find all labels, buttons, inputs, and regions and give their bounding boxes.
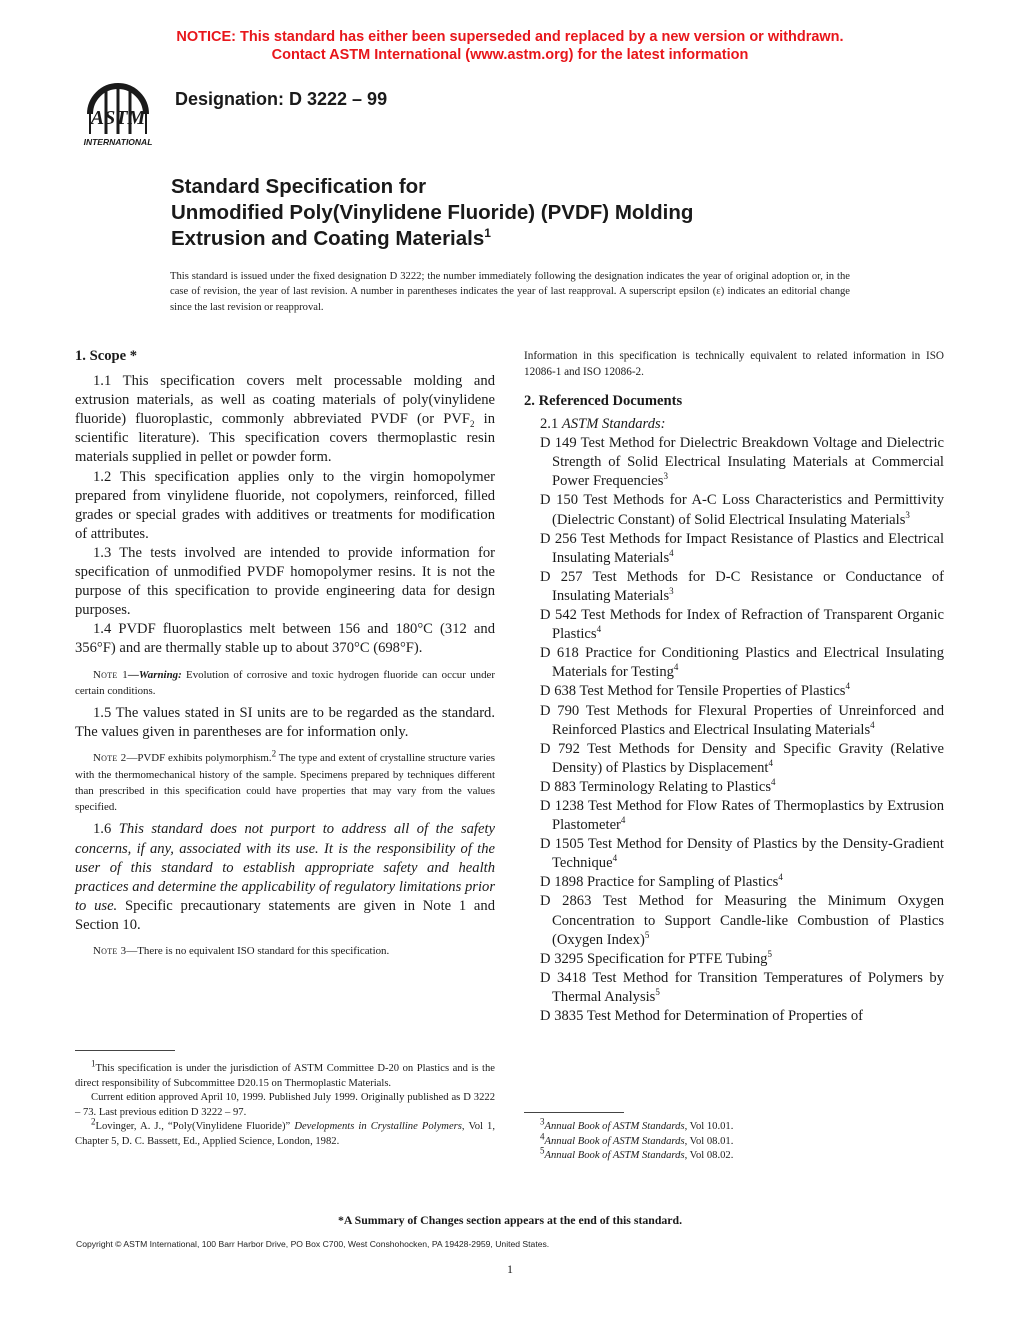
reference-item xyxy=(540,797,944,835)
reference-footnote-mark: 4 xyxy=(596,624,602,635)
reference-item xyxy=(540,892,944,949)
reference-footnote-mark: 3 xyxy=(669,586,674,597)
reference-footnote-mark: 4 xyxy=(612,853,618,864)
note-2-text-end: The type and extent of crystalline structure varies with the thermomechanical history of the sample. Specimens prepared by techniques different than prescribed in this specification could have properties that may vary from the values specified. xyxy=(75,752,495,814)
right-column xyxy=(524,348,944,1026)
footnote-text: , Vol 08.02. xyxy=(684,1150,734,1162)
footnote-italic: Annual Book of ASTM Standards xyxy=(544,1135,685,1147)
reference-item xyxy=(540,606,944,644)
scope-continuation: Information in this specification is technically equivalent to related information in ISO 12086-1 and ISO 12086-2. xyxy=(524,350,944,378)
reference-item xyxy=(540,644,944,682)
reference-title: Test Method for Flow Rates of Thermoplastics by Extrusion Plastometer xyxy=(552,797,944,834)
reference-code: D 150 xyxy=(540,492,579,509)
reference-item xyxy=(540,434,944,491)
footnote-rule-left xyxy=(75,1050,175,1051)
note-3-text: —There is no equivalent ISO standard for this specification. xyxy=(126,945,390,958)
reference-footnote-mark: 4 xyxy=(669,547,674,558)
reference-title: Test Method for Dielectric Breakdown Voltage and Dielectric Strength of Solid Electrical Insulating Materials at Commercial Power Frequencies xyxy=(552,435,944,490)
reference-title: Test Methods for Index of Refraction of Transparent Organic Plastics xyxy=(552,607,945,643)
astm-standards-subheading xyxy=(524,415,944,434)
para-1-4: 1.4 PVDF fluoroplastics melt between 156 and 180°C (312 and 356°F) and are thermally stable up to about 370°C (698°F). xyxy=(75,621,495,657)
para-1-6-number: 1.6 xyxy=(93,821,119,838)
note-3 xyxy=(75,943,495,959)
reference-item xyxy=(540,568,944,606)
footnote-2-text-end: , Vol 1, Chapter 5, D. C. Bassett, Ed., Applied Science, London, 1982. xyxy=(75,1121,495,1147)
reference-footnote-mark: 5 xyxy=(644,929,650,940)
reference-title: Practice for Conditioning Plastics and Electrical Insulating Materials for Testing xyxy=(552,645,944,681)
para-1-2: 1.2 This specification applies only to the virgin homopolymer prepared from vinylidene fluoride, not copolymers, reinforced, filled grades or special grades with additives or treatments for modification of attributes. xyxy=(75,468,495,542)
reference-code: D 883 xyxy=(540,778,577,795)
footnote-2-mark: 2 xyxy=(91,1116,96,1127)
withdrawal-notice xyxy=(0,28,1020,64)
note-2-label: Note 2 xyxy=(93,752,127,765)
title-footnote-mark: 1 xyxy=(484,226,491,241)
reference-footnote-mark: 4 xyxy=(673,662,679,673)
reference-footnote-mark: 3 xyxy=(663,471,668,482)
footnote-1-text: This specification is under the jurisdiction of ASTM Committee D-20 on Plastics and is the direct responsibility of Subcommittee D20.15 on Thermoplastic Materials. xyxy=(75,1063,495,1089)
note-1-warning: —Warning: xyxy=(128,668,182,681)
reference-footnote-mark: 4 xyxy=(870,719,875,730)
copyright: Copyright © ASTM International, 100 Barr Harbor Drive, PO Box C700, West Conshohocken, PA 19428-2959, United States. xyxy=(76,1239,550,1249)
footnote-2-text: Lovinger, A. J., “Poly(Vinylidene Fluoride)” xyxy=(95,1121,295,1133)
reference-item xyxy=(540,1007,944,1026)
reference-item xyxy=(540,950,944,969)
astm-standards-number: 2.1 xyxy=(540,416,562,433)
reference-code: D 3835 xyxy=(540,1008,584,1024)
footnote-text: , Vol 08.01. xyxy=(684,1135,734,1147)
footnote-mark: 5 xyxy=(540,1145,545,1156)
footnote-2 xyxy=(75,1116,495,1149)
reference-code: D 1505 xyxy=(540,836,584,853)
reference-footnote-mark: 5 xyxy=(655,987,660,998)
title-line-3 xyxy=(171,226,951,252)
reference-title: Test Method for Density of Plastics by the Density-Gradient Technique xyxy=(552,836,944,872)
para-1-6-italic: This standard does not purport to address all of the safety concerns, if any, associated with its use. It is the responsibility of the user of this standard to establish appropriate safety and health practices and determine the applicability of regulatory limitations prior to use. xyxy=(75,821,495,914)
para-1-6-rest: Specific precautionary statements are given in Note 1 and Section 10. xyxy=(75,897,495,933)
logo-label: INTERNATIONAL xyxy=(83,137,153,147)
para-1-1 xyxy=(75,372,495,467)
reference-footnote-mark: 4 xyxy=(771,777,776,788)
footnote-italic: Annual Book of ASTM Standards xyxy=(544,1121,685,1132)
reference-title: Test Method for Transition Temperatures of Polymers by Thermal Analysis xyxy=(552,969,944,1005)
reference-footnote-mark: 4 xyxy=(768,757,773,768)
reference-code: D 2863 xyxy=(540,893,592,910)
para-1-6 xyxy=(75,820,495,935)
reference-footnote-mark: 5 xyxy=(767,948,772,959)
reference-code: D 638 xyxy=(540,683,577,700)
astm-standards-title: ASTM Standards: xyxy=(561,416,666,433)
reference-item xyxy=(540,740,944,778)
para-1-1-text-end: in scientific literature). This specification covers thermoplastic resin materials supplied in pellet or powder form. xyxy=(75,411,495,466)
note-3-label: Note 3 xyxy=(93,945,127,958)
reference-code: D 3418 xyxy=(540,969,587,986)
notice-line-1: NOTICE: This standard has either been superseded and replaced by a new version or withdrawn. xyxy=(176,29,844,45)
reference-item xyxy=(540,530,944,568)
title-line-3-text: Extrusion and Coating Materials xyxy=(171,227,485,250)
reference-list xyxy=(524,434,944,1026)
referenced-documents-heading: 2. Referenced Documents xyxy=(524,393,683,409)
right-footnotes xyxy=(540,1116,940,1164)
astm-logo xyxy=(76,76,160,148)
logo-letters: ASTM xyxy=(90,107,146,129)
reference-code: D 790 xyxy=(540,702,580,719)
page-number: 1 xyxy=(507,1262,513,1276)
reference-item xyxy=(540,969,944,1007)
note-1-label: Note 1 xyxy=(93,668,129,681)
reference-item xyxy=(540,835,944,873)
reference-item xyxy=(540,682,944,701)
reference-code: D 149 xyxy=(540,435,577,452)
footnote-2-italic: Developments in Crystalline Polymers xyxy=(294,1121,462,1133)
para-1-1-text: 1.1 This specification covers melt processable molding and extrusion materials, as well as coating materials of poly(vinylidene fluoride) fluoroplastic, commonly abbreviated PVDF (or PVF xyxy=(75,373,495,428)
preamble: This standard is issued under the fixed designation D 3222; the number immediately following the designation indicates the year of original adoption or, in the case of revision, the year of last revision. A number in parentheses indicates the year of last reapproval. A superscript epsilon (ε) indicates an editorial change since the last revision or reapproval. xyxy=(170,271,850,313)
footnote-rule-right xyxy=(524,1112,624,1113)
reference-footnote-mark: 4 xyxy=(845,681,850,692)
reference-footnote-mark: 4 xyxy=(778,872,783,883)
note-1-text: Evolution of corrosive and toxic hydrogen fluoride can occur under certain conditions. xyxy=(75,668,496,697)
title-line-2: Unmodified Poly(Vinylidene Fluoride) (PVDF) Molding xyxy=(171,201,694,224)
reference-title: Test Method for Tensile Properties of Plastics xyxy=(579,683,846,700)
reference-code: D 257 xyxy=(540,568,583,585)
footnote-1-mark: 1 xyxy=(91,1058,96,1069)
reference-code: D 1898 xyxy=(540,874,584,891)
reference-title: Test Methods for Impact Resistance of Plastics and Electrical Insulating Materials xyxy=(552,530,944,566)
note-2-text: —PVDF exhibits polymorphism. xyxy=(126,752,272,765)
footnote-4 xyxy=(540,1131,940,1150)
footnote-mark: 4 xyxy=(540,1131,545,1142)
note-2 xyxy=(75,750,495,815)
left-footnotes xyxy=(75,1058,495,1150)
footnote-text: , Vol 10.01. xyxy=(684,1121,734,1132)
footnote-italic: Annual Book of ASTM Standards xyxy=(544,1150,685,1162)
reference-code: D 1238 xyxy=(540,797,584,814)
reference-code: D 792 xyxy=(540,740,580,757)
footnote-1 xyxy=(75,1058,495,1091)
summary-note: *A Summary of Changes section appears at the end of this standard. xyxy=(337,1213,683,1227)
reference-title: Practice for Sampling of Plastics xyxy=(587,874,779,891)
reference-code: D 542 xyxy=(540,607,577,624)
document-title xyxy=(171,174,951,252)
reference-title: Test Method for Measuring the Minimum Oxygen Concentration to Support Candle-like Combustion of Plastics (Oxygen Index) xyxy=(552,893,944,948)
title-line-1: Standard Specification for xyxy=(171,175,427,198)
para-1-5: 1.5 The values stated in SI units are to be regarded as the standard. The values given in parentheses are for information only. xyxy=(75,705,495,741)
notice-line-2: Contact ASTM International (www.astm.org) for the latest information xyxy=(271,47,749,63)
footnote-1-edition: Current edition approved April 10, 1999. Published July 1999. Originally published as D 3222 – 73. Last previous edition D 3222 – 97. xyxy=(75,1092,495,1118)
left-column xyxy=(75,347,495,959)
reference-item xyxy=(540,702,944,740)
reference-title: Test Methods for Density and Specific Gravity (Relative Density) of Plastics by Displacement xyxy=(552,740,944,776)
reference-title: Terminology Relating to Plastics xyxy=(579,778,771,795)
reference-code: D 618 xyxy=(540,645,579,662)
reference-item xyxy=(540,491,944,529)
footnote-3 xyxy=(540,1116,940,1135)
reference-title: Test Method for Determination of Properties of xyxy=(586,1008,863,1024)
reference-title: Specification for PTFE Tubing xyxy=(587,950,768,967)
reference-title: Test Methods for Flexural Properties of Unreinforced and Reinforced Plastics and Electrical Insulating Materials xyxy=(552,702,944,738)
scope-heading: 1. Scope * xyxy=(75,348,138,364)
reference-footnote-mark: 3 xyxy=(905,509,910,520)
reference-title: Test Methods for A-C Loss Characteristics and Permittivity (Dielectric Constant) of Solid Electrical Insulating Materials xyxy=(552,492,944,528)
note-1 xyxy=(75,667,495,700)
reference-footnote-mark: 4 xyxy=(620,815,626,826)
para-1-3: 1.3 The tests involved are intended to provide information for specification of unmodified PVDF homopolymer resins. It is not the purpose of this specification to provide engineering data for design purposes. xyxy=(75,544,495,619)
designation: Designation: D 3222 – 99 xyxy=(175,89,388,109)
note-2-footnote-mark: 2 xyxy=(271,748,277,759)
reference-code: D 3295 xyxy=(540,950,584,967)
footnote-mark: 3 xyxy=(540,1116,545,1127)
reference-code: D 256 xyxy=(540,530,577,547)
reference-item xyxy=(540,778,944,797)
reference-title: Test Methods for D-C Resistance or Conductance of Insulating Materials xyxy=(552,568,944,604)
footnote-5 xyxy=(540,1145,940,1164)
reference-item xyxy=(540,873,944,892)
para-1-1-subscript: 2 xyxy=(469,419,475,430)
